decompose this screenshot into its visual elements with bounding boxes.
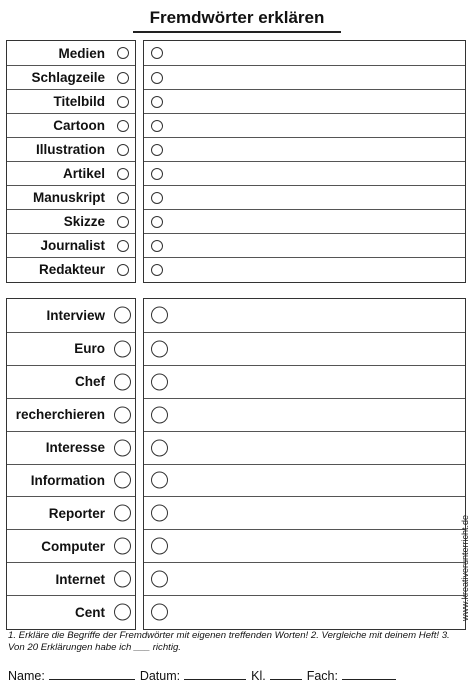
subject-label: Fach: — [306, 669, 338, 683]
explanation-row[interactable] — [144, 41, 465, 65]
explanation-checkbox-circle[interactable] — [151, 307, 168, 324]
explanation-row[interactable] — [144, 562, 465, 595]
explanation-row[interactable] — [144, 209, 465, 233]
term-row — [7, 41, 135, 65]
explanation-row[interactable] — [144, 257, 465, 281]
explanation-checkbox-circle[interactable] — [151, 144, 163, 156]
class-label: Kl. — [251, 669, 266, 683]
term-row — [7, 209, 135, 233]
name-field[interactable] — [49, 668, 135, 680]
term-checkbox-circle[interactable] — [114, 307, 131, 324]
term-row — [7, 113, 135, 137]
term-label: Schlagzeile — [31, 70, 105, 85]
term-row — [7, 233, 135, 257]
term-label: Computer — [41, 538, 105, 554]
terms-column — [6, 40, 136, 283]
date-field[interactable] — [184, 668, 246, 680]
term-checkbox-circle[interactable] — [117, 216, 129, 228]
explanation-row[interactable] — [144, 65, 465, 89]
term-label: Chef — [75, 374, 105, 390]
term-checkbox-circle[interactable] — [117, 47, 129, 59]
term-row — [7, 365, 135, 398]
term-checkbox-circle[interactable] — [114, 505, 131, 522]
term-checkbox-circle[interactable] — [117, 72, 129, 84]
explanation-row[interactable] — [144, 113, 465, 137]
term-label: Cent — [75, 604, 105, 620]
subject-field[interactable] — [342, 668, 396, 680]
term-label: Internet — [55, 571, 105, 587]
term-label: Illustration — [35, 142, 105, 157]
class-field[interactable] — [270, 668, 302, 680]
term-label: Interview — [46, 307, 105, 323]
explanation-checkbox-circle[interactable] — [151, 604, 168, 621]
explanation-checkbox-circle[interactable] — [151, 571, 168, 588]
explanation-row[interactable] — [144, 185, 465, 209]
term-checkbox-circle[interactable] — [114, 373, 131, 390]
explanation-checkbox-circle[interactable] — [151, 373, 168, 390]
explanation-checkbox-circle[interactable] — [151, 120, 163, 132]
explanation-row[interactable] — [144, 595, 465, 628]
date-label: Datum: — [139, 669, 181, 683]
term-checkbox-circle[interactable] — [114, 406, 131, 423]
explanation-row[interactable] — [144, 299, 465, 332]
explanation-row[interactable] — [144, 332, 465, 365]
explanation-row[interactable] — [144, 529, 465, 562]
section-1 — [6, 40, 466, 283]
term-checkbox-circle[interactable] — [117, 96, 129, 108]
term-checkbox-circle[interactable] — [117, 240, 129, 252]
term-row — [7, 464, 135, 497]
term-checkbox-circle[interactable] — [117, 144, 129, 156]
term-row — [7, 595, 135, 628]
explanations-column — [143, 40, 466, 283]
term-label: Journalist — [40, 238, 105, 253]
terms-column — [6, 298, 136, 630]
term-row — [7, 137, 135, 161]
explanation-row[interactable] — [144, 137, 465, 161]
term-label: recherchieren — [15, 407, 105, 423]
term-row — [7, 299, 135, 332]
term-row — [7, 431, 135, 464]
term-label: Artikel — [62, 166, 105, 181]
explanation-checkbox-circle[interactable] — [151, 472, 168, 489]
explanation-checkbox-circle[interactable] — [151, 406, 168, 423]
term-row — [7, 332, 135, 365]
term-row — [7, 529, 135, 562]
explanation-row[interactable] — [144, 398, 465, 431]
explanation-row[interactable] — [144, 496, 465, 529]
term-row — [7, 562, 135, 595]
term-checkbox-circle[interactable] — [114, 472, 131, 489]
term-label: Titelbild — [53, 94, 105, 109]
website-credit: www.kreativerunterricht.de — [460, 514, 470, 622]
term-checkbox-circle[interactable] — [114, 340, 131, 357]
name-label: Name: — [8, 669, 45, 683]
explanations-column — [143, 298, 466, 630]
explanation-row[interactable] — [144, 365, 465, 398]
explanation-checkbox-circle[interactable] — [151, 505, 168, 522]
term-row — [7, 496, 135, 529]
explanation-checkbox-circle[interactable] — [151, 72, 163, 84]
term-checkbox-circle[interactable] — [114, 439, 131, 456]
explanation-checkbox-circle[interactable] — [151, 192, 163, 204]
page-title: Fremdwörter erklären — [149, 8, 325, 27]
instructions-text: 1. Erkläre die Begriffe der Fremdwörter mit eigenen treffenden Worten! 2. Vergleiche mit deinem Heft! 3. Von 20 Erklärungen habe ich ___ richtig. — [8, 630, 450, 653]
term-checkbox-circle[interactable] — [114, 604, 131, 621]
term-row — [7, 185, 135, 209]
term-row — [7, 161, 135, 185]
explanation-checkbox-circle[interactable] — [151, 340, 168, 357]
section-2 — [6, 298, 466, 630]
explanation-row[interactable] — [144, 161, 465, 185]
term-label: Medien — [58, 45, 105, 61]
term-checkbox-circle[interactable] — [114, 538, 131, 555]
explanation-row[interactable] — [144, 431, 465, 464]
term-row — [7, 398, 135, 431]
term-label: Redakteur — [38, 262, 105, 277]
term-checkbox-circle[interactable] — [117, 120, 129, 132]
term-label: Information — [30, 472, 105, 488]
term-row — [7, 65, 135, 89]
title-underline — [133, 31, 341, 33]
term-label: Reporter — [48, 505, 105, 521]
term-row — [7, 257, 135, 281]
explanation-checkbox-circle[interactable] — [151, 47, 163, 59]
term-label: Cartoon — [53, 118, 105, 133]
term-label: Interesse — [45, 440, 105, 456]
term-row — [7, 89, 135, 113]
explanation-checkbox-circle[interactable] — [151, 240, 163, 252]
explanation-row[interactable] — [144, 233, 465, 257]
term-checkbox-circle[interactable] — [114, 571, 131, 588]
explanation-checkbox-circle[interactable] — [151, 439, 168, 456]
explanation-row[interactable] — [144, 464, 465, 497]
term-checkbox-circle[interactable] — [117, 264, 129, 276]
term-label: Euro — [74, 341, 105, 357]
explanation-checkbox-circle[interactable] — [151, 168, 163, 180]
explanation-checkbox-circle[interactable] — [151, 96, 163, 108]
explanation-checkbox-circle[interactable] — [151, 264, 163, 276]
explanation-row[interactable] — [144, 89, 465, 113]
term-label: Skizze — [63, 214, 105, 229]
term-checkbox-circle[interactable] — [117, 192, 129, 204]
term-label: Manuskript — [32, 190, 105, 205]
explanation-checkbox-circle[interactable] — [151, 216, 163, 228]
footer-fields — [8, 668, 468, 683]
term-checkbox-circle[interactable] — [117, 168, 129, 180]
explanation-checkbox-circle[interactable] — [151, 538, 168, 555]
